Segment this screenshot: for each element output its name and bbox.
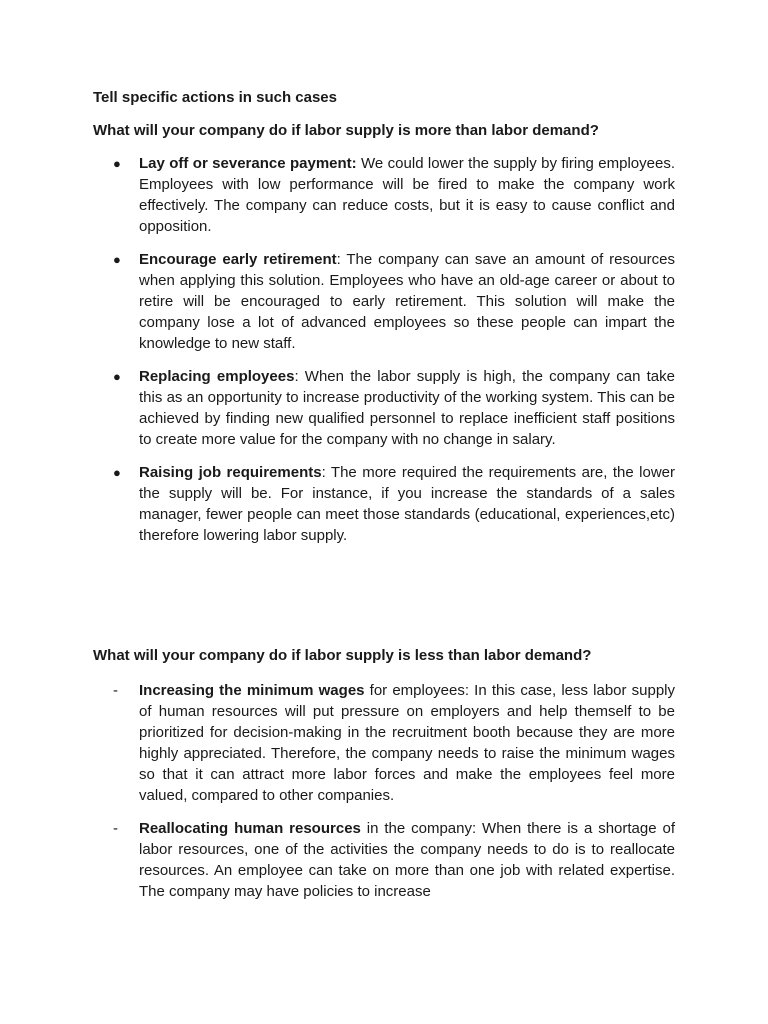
list-item-body: in the company: When there is a shortage of labor resources, one of the activities the company needs to do is to reallocate resources. An employee can take on more than one job with related expertise. The company may have policies to increase — [139, 820, 675, 900]
list-item-text — [139, 366, 675, 450]
list-item-body: We could lower the supply by firing employees. Employees with low performance will be fired to make the company work effectively. The company can reduce costs, but it is easy to cause conflict and opposition. — [139, 155, 676, 235]
section-1-question: What will your company do if labor supply is more than labor demand? — [93, 122, 599, 139]
list-item-term: Raising job requirements — [139, 464, 322, 481]
list-item-term: Reallocating human resources — [139, 820, 361, 837]
list-item-body: : When the labor supply is high, the company can take this as an opportunity to increase productivity of the working system. This can be achieved by finding new qualified personnel to replace inefficient staff positions to create more value for the company with no change in salary. — [139, 368, 675, 448]
list-item — [93, 153, 675, 237]
list-item — [93, 249, 675, 354]
list-item-text — [139, 153, 675, 237]
list-item-text — [139, 818, 675, 902]
bullet-icon: ● — [113, 465, 121, 480]
section-2-question: What will your company do if labor supply is less than labor demand? — [93, 647, 592, 664]
dash-icon: - — [113, 682, 118, 699]
list-item — [93, 818, 675, 902]
list-item-term: Encourage early retirement — [139, 251, 337, 268]
list-item-body: for employees: In this case, less labor supply of human resources will put pressure on employers and help themself to be prioritized for decision-making in the recruitment booth because they are more highly appreciated. Therefore, the company needs to raise the minimum wages so that it can attract more labor forces and make the employees feel more valued, compared to other companies. — [139, 682, 676, 804]
bullet-icon: ● — [113, 252, 121, 267]
list-item-term: Increasing the minimum wages — [139, 682, 365, 699]
list-item-body: : The more required the requirements are, the lower the supply will be. For instance, if you increase the standards of a sales manager, fewer people can meet those standards (educational, experiences,etc) therefore lowering labor supply. — [139, 464, 675, 544]
list-item — [93, 366, 675, 450]
list-item-body: : The company can save an amount of resources when applying this solution. Employees who have an old-age career or about to retire will be encouraged to early retirement. This solution will make the company lose a lot of advanced employees so these people can impart the knowledge to new staff. — [139, 251, 676, 352]
list-item-term: Replacing employees — [139, 368, 295, 385]
list-item-text — [139, 249, 675, 354]
dash-icon: - — [113, 820, 118, 837]
bullet-icon: ● — [113, 369, 121, 384]
bullet-icon: ● — [113, 156, 121, 171]
list-item-term: Lay off or severance payment: — [139, 155, 357, 172]
list-item-text — [139, 680, 675, 806]
list-item-text — [139, 462, 675, 546]
list-item — [93, 462, 675, 546]
section-2-list — [93, 680, 675, 914]
section-1-list — [93, 153, 675, 558]
list-item — [93, 680, 675, 806]
document-title: Tell specific actions in such cases — [93, 89, 337, 106]
